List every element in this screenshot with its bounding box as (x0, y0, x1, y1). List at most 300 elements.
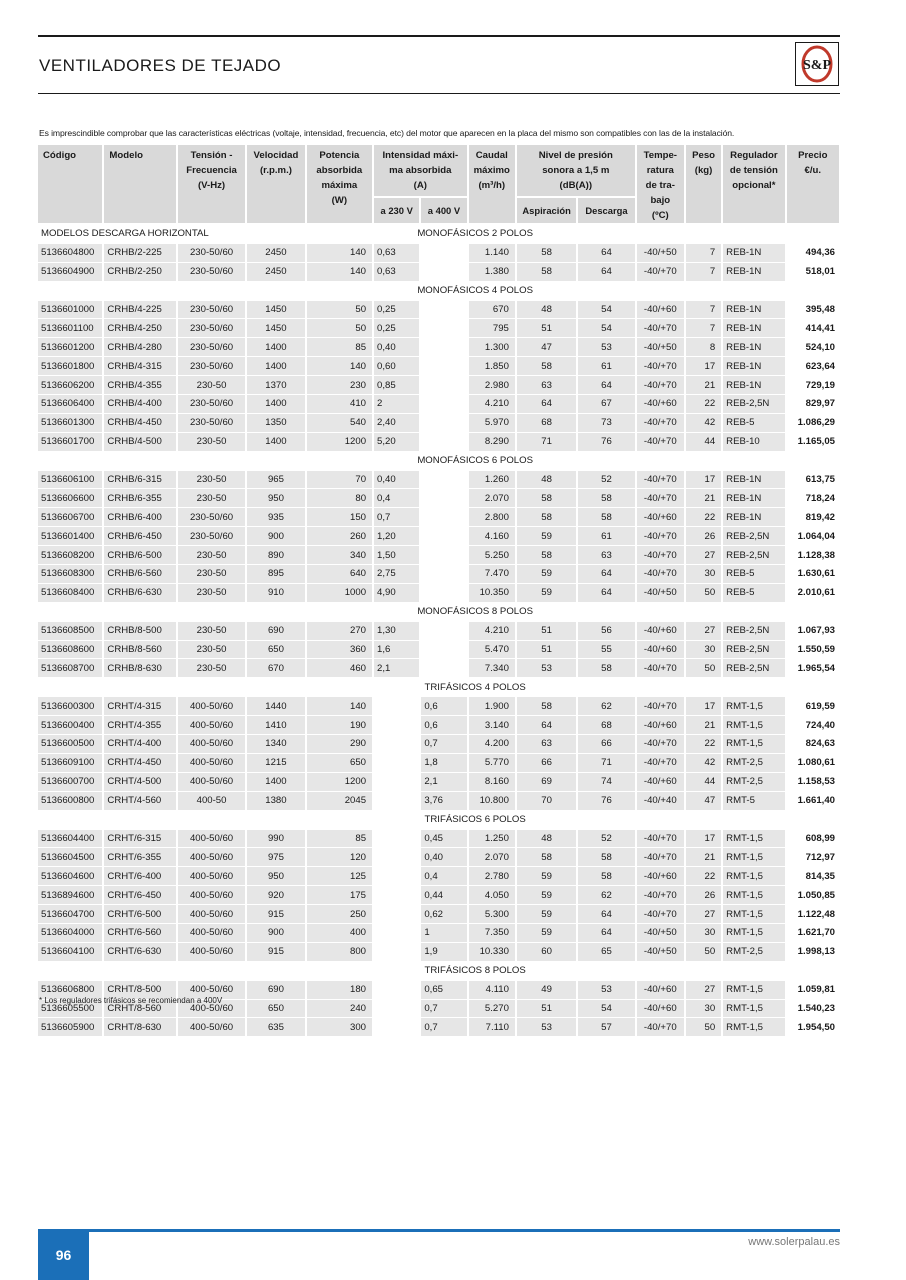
cell-aspiracion: 64 (516, 395, 577, 414)
cell-a400 (420, 583, 467, 602)
cell-a230: 0,40 (373, 338, 420, 357)
cell-temperatura: -40/+70 (636, 413, 685, 432)
col-potencia: Potencia absorbida máxima (W) (306, 145, 373, 224)
cell-a400: 0,7 (420, 735, 467, 754)
table-row (38, 753, 840, 772)
cell-tension: 400-50/60 (177, 848, 246, 867)
cell-peso: 7 (685, 300, 722, 319)
cell-a400 (420, 300, 467, 319)
cell-descarga: 58 (577, 489, 635, 508)
cell-potencia: 50 (306, 300, 373, 319)
cell-codigo: 5136609100 (38, 753, 103, 772)
cell-precio: 824,63 (786, 735, 840, 754)
cell-potencia: 175 (306, 886, 373, 905)
cell-caudal: 8.290 (468, 432, 516, 451)
cell-descarga: 61 (577, 357, 635, 376)
cell-velocidad: 950 (246, 867, 305, 886)
cell-modelo: CRHB/4-280 (103, 338, 176, 357)
cell-regulador: RMT-1,5 (722, 980, 785, 999)
cell-codigo: 5136608200 (38, 546, 103, 565)
cell-velocidad: 900 (246, 527, 305, 546)
cell-aspiracion: 59 (516, 905, 577, 924)
cell-codigo: 5136606700 (38, 508, 103, 527)
cell-modelo: CRHT/6-355 (103, 848, 176, 867)
cell-descarga: 66 (577, 735, 635, 754)
cell-peso: 44 (685, 432, 722, 451)
cell-a400 (420, 508, 467, 527)
cell-descarga: 54 (577, 319, 635, 338)
cell-caudal: 2.980 (468, 376, 516, 395)
cell-a230: 0,25 (373, 319, 420, 338)
cell-tension: 230-50 (177, 546, 246, 565)
cell-temperatura: -40/+70 (636, 432, 685, 451)
cell-potencia: 650 (306, 753, 373, 772)
cell-precio: 1.080,61 (786, 753, 840, 772)
cell-potencia: 150 (306, 508, 373, 527)
footer-rule (38, 1229, 840, 1232)
cell-potencia: 270 (306, 621, 373, 640)
cell-velocidad: 915 (246, 942, 305, 961)
cell-temperatura: -40/+70 (636, 489, 685, 508)
cell-caudal: 3.140 (468, 716, 516, 735)
cell-a230: 2,75 (373, 565, 420, 584)
svg-text:S&P: S&P (803, 58, 831, 73)
cell-tension: 400-50/60 (177, 905, 246, 924)
section-header-row (38, 451, 840, 470)
cell-peso: 27 (685, 905, 722, 924)
cell-peso: 50 (685, 1018, 722, 1037)
cell-potencia: 340 (306, 546, 373, 565)
cell-potencia: 240 (306, 999, 373, 1018)
cell-a400 (420, 489, 467, 508)
section-title: MONOFÁSICOS 8 POLOS (373, 602, 577, 621)
cell-a400: 0,62 (420, 905, 467, 924)
cell-regulador: RMT-1,5 (722, 867, 785, 886)
cell-caudal: 5.270 (468, 999, 516, 1018)
title-rule (38, 93, 840, 94)
cell-regulador: REB-2,5N (722, 621, 785, 640)
cell-caudal: 5.250 (468, 546, 516, 565)
cell-aspiracion: 59 (516, 867, 577, 886)
cell-a400 (420, 546, 467, 565)
cell-a400: 0,4 (420, 867, 467, 886)
cell-temperatura: -40/+70 (636, 753, 685, 772)
cell-a400: 0,40 (420, 848, 467, 867)
cell-a400: 1 (420, 923, 467, 942)
cell-tension: 400-50/60 (177, 886, 246, 905)
col-modelo: Modelo (103, 145, 176, 224)
section-title: MONOFÁSICOS 2 POLOS (373, 224, 577, 243)
cell-descarga: 65 (577, 942, 635, 961)
cell-potencia: 50 (306, 319, 373, 338)
cell-caudal: 5.470 (468, 640, 516, 659)
cell-codigo: 5136600500 (38, 735, 103, 754)
cell-aspiracion: 59 (516, 527, 577, 546)
cell-codigo: 5136606200 (38, 376, 103, 395)
cell-a400 (420, 376, 467, 395)
cell-velocidad: 650 (246, 640, 305, 659)
cell-regulador: REB-5 (722, 565, 785, 584)
cell-peso: 26 (685, 886, 722, 905)
cell-potencia: 260 (306, 527, 373, 546)
cell-precio: 1.540,23 (786, 999, 840, 1018)
cell-temperatura: -40/+60 (636, 999, 685, 1018)
cell-regulador: RMT-1,5 (722, 886, 785, 905)
section-title: MONOFÁSICOS 6 POLOS (373, 451, 577, 470)
cell-potencia: 290 (306, 735, 373, 754)
cell-potencia: 230 (306, 376, 373, 395)
cell-codigo: 5136604000 (38, 923, 103, 942)
cell-precio: 712,97 (786, 848, 840, 867)
cell-regulador: REB-1N (722, 243, 785, 262)
section-left-label (38, 961, 373, 980)
cell-a230 (373, 829, 420, 848)
cell-peso: 30 (685, 923, 722, 942)
cell-codigo: 5136608700 (38, 659, 103, 678)
cell-modelo: CRHB/8-560 (103, 640, 176, 659)
col-nivel: Nivel de presión sonora a 1,5 m (dB(A)) (516, 145, 636, 197)
cell-modelo: CRHT/4-315 (103, 697, 176, 716)
cell-peso: 27 (685, 980, 722, 999)
cell-a230: 0,85 (373, 376, 420, 395)
cell-regulador: RMT-2,5 (722, 753, 785, 772)
cell-descarga: 64 (577, 243, 635, 262)
section-left-label (38, 281, 373, 300)
col-codigo: Código (38, 145, 103, 224)
cell-tension: 400-50/60 (177, 829, 246, 848)
col-temperatura: Tempe- ratura de tra- bajo (ºC) (636, 145, 685, 224)
cell-caudal: 2.800 (468, 508, 516, 527)
cell-a400 (420, 659, 467, 678)
table-row (38, 432, 840, 451)
cell-velocidad: 650 (246, 999, 305, 1018)
cell-temperatura: -40/+50 (636, 338, 685, 357)
cell-peso: 8 (685, 338, 722, 357)
cell-temperatura: -40/+70 (636, 546, 685, 565)
cell-regulador: RMT-1,5 (722, 697, 785, 716)
cell-modelo: CRHT/4-500 (103, 772, 176, 791)
cell-regulador: RMT-1,5 (722, 735, 785, 754)
cell-modelo: CRHT/8-560 (103, 999, 176, 1018)
cell-aspiracion: 70 (516, 791, 577, 810)
cell-modelo: CRHT/8-630 (103, 1018, 176, 1037)
cell-modelo: CRHB/6-560 (103, 565, 176, 584)
cell-precio: 1.965,54 (786, 659, 840, 678)
cell-precio: 819,42 (786, 508, 840, 527)
cell-peso: 21 (685, 376, 722, 395)
cell-temperatura: -40/+60 (636, 980, 685, 999)
table-row (38, 413, 840, 432)
cell-velocidad: 915 (246, 905, 305, 924)
col-caudal: Caudal máximo (m³/h) (468, 145, 516, 224)
cell-descarga: 64 (577, 583, 635, 602)
cell-codigo: 5136606800 (38, 980, 103, 999)
cell-caudal: 670 (468, 300, 516, 319)
cell-precio: 718,24 (786, 489, 840, 508)
cell-potencia: 2045 (306, 791, 373, 810)
cell-velocidad: 1410 (246, 716, 305, 735)
cell-modelo: CRHT/4-560 (103, 791, 176, 810)
cell-peso: 50 (685, 942, 722, 961)
cell-precio: 608,99 (786, 829, 840, 848)
cell-caudal: 1.380 (468, 262, 516, 281)
cell-velocidad: 1350 (246, 413, 305, 432)
cell-a400 (420, 338, 467, 357)
cell-caudal: 10.350 (468, 583, 516, 602)
section-left-label (38, 451, 373, 470)
cell-tension: 400-50/60 (177, 867, 246, 886)
table-row (38, 923, 840, 942)
cell-tension: 230-50/60 (177, 300, 246, 319)
cell-a400 (420, 243, 467, 262)
cell-caudal: 5.770 (468, 753, 516, 772)
cell-peso: 7 (685, 243, 722, 262)
cell-potencia: 360 (306, 640, 373, 659)
cell-tension: 230-50/60 (177, 338, 246, 357)
cell-aspiracion: 58 (516, 508, 577, 527)
cell-potencia: 85 (306, 829, 373, 848)
table-row (38, 395, 840, 414)
cell-potencia: 1200 (306, 772, 373, 791)
cell-velocidad: 1400 (246, 357, 305, 376)
cell-velocidad: 635 (246, 1018, 305, 1037)
cell-velocidad: 965 (246, 470, 305, 489)
cell-velocidad: 1400 (246, 395, 305, 414)
cell-peso: 22 (685, 508, 722, 527)
cell-regulador: REB-2,5N (722, 659, 785, 678)
cell-velocidad: 1440 (246, 697, 305, 716)
cell-regulador: REB-2,5N (722, 546, 785, 565)
cell-velocidad: 1450 (246, 300, 305, 319)
table-row (38, 470, 840, 489)
cell-peso: 17 (685, 470, 722, 489)
cell-aspiracion: 66 (516, 753, 577, 772)
cell-a400 (420, 527, 467, 546)
cell-a230 (373, 716, 420, 735)
cell-potencia: 1200 (306, 432, 373, 451)
cell-modelo: CRHB/4-315 (103, 357, 176, 376)
cell-precio: 1.050,85 (786, 886, 840, 905)
cell-potencia: 180 (306, 980, 373, 999)
cell-regulador: REB-1N (722, 262, 785, 281)
cell-regulador: REB-1N (722, 376, 785, 395)
table-row (38, 546, 840, 565)
cell-caudal: 2.070 (468, 848, 516, 867)
cell-modelo: CRHT/6-450 (103, 886, 176, 905)
col-velocidad: Velocidad (r.p.m.) (246, 145, 305, 224)
section-title: MONOFÁSICOS 4 POLOS (373, 281, 577, 300)
cell-descarga: 57 (577, 1018, 635, 1037)
cell-tension: 230-50 (177, 376, 246, 395)
table-row (38, 659, 840, 678)
cell-caudal: 4.050 (468, 886, 516, 905)
cell-regulador: RMT-5 (722, 791, 785, 810)
cell-precio: 613,75 (786, 470, 840, 489)
cell-descarga: 61 (577, 527, 635, 546)
cell-a230 (373, 735, 420, 754)
table-row (38, 905, 840, 924)
cell-temperatura: -40/+70 (636, 659, 685, 678)
cell-codigo: 5136600300 (38, 697, 103, 716)
table-row (38, 848, 840, 867)
section-header-row (38, 678, 840, 697)
cell-regulador: RMT-1,5 (722, 848, 785, 867)
cell-aspiracion: 59 (516, 565, 577, 584)
cell-regulador: REB-2,5N (722, 395, 785, 414)
table-row (38, 640, 840, 659)
cell-modelo: CRHB/8-630 (103, 659, 176, 678)
cell-caudal: 7.110 (468, 1018, 516, 1037)
cell-caudal: 10.800 (468, 791, 516, 810)
cell-velocidad: 975 (246, 848, 305, 867)
col-aspiracion: Aspiración (516, 197, 577, 224)
cell-regulador: REB-1N (722, 357, 785, 376)
cell-aspiracion: 71 (516, 432, 577, 451)
cell-regulador: RMT-1,5 (722, 999, 785, 1018)
cell-codigo: 5136604900 (38, 262, 103, 281)
cell-tension: 230-50/60 (177, 262, 246, 281)
cell-peso: 21 (685, 848, 722, 867)
cell-precio: 623,64 (786, 357, 840, 376)
table-row (38, 1018, 840, 1037)
cell-codigo: 5136608300 (38, 565, 103, 584)
cell-tension: 400-50/60 (177, 753, 246, 772)
section-title: TRIFÁSICOS 4 POLOS (373, 678, 577, 697)
cell-codigo: 5136604800 (38, 243, 103, 262)
cell-velocidad: 670 (246, 659, 305, 678)
cell-tension: 400-50/60 (177, 923, 246, 942)
cell-a230: 2,40 (373, 413, 420, 432)
cell-temperatura: -40/+70 (636, 357, 685, 376)
cell-regulador: RMT-1,5 (722, 905, 785, 924)
cell-potencia: 460 (306, 659, 373, 678)
cell-aspiracion: 59 (516, 583, 577, 602)
cell-tension: 400-50/60 (177, 980, 246, 999)
cell-a400 (420, 640, 467, 659)
cell-modelo: CRHB/6-400 (103, 508, 176, 527)
cell-temperatura: -40/+40 (636, 791, 685, 810)
cell-descarga: 53 (577, 338, 635, 357)
cell-a230 (373, 772, 420, 791)
cell-caudal: 1.900 (468, 697, 516, 716)
table-row (38, 716, 840, 735)
cell-codigo: 5136601800 (38, 357, 103, 376)
cell-modelo: CRHT/8-500 (103, 980, 176, 999)
cell-precio: 1.550,59 (786, 640, 840, 659)
cell-modelo: CRHT/6-400 (103, 867, 176, 886)
cell-a230: 0,4 (373, 489, 420, 508)
cell-modelo: CRHB/2-250 (103, 262, 176, 281)
cell-velocidad: 935 (246, 508, 305, 527)
cell-modelo: CRHB/4-500 (103, 432, 176, 451)
cell-velocidad: 910 (246, 583, 305, 602)
cell-tension: 400-50/60 (177, 942, 246, 961)
cell-descarga: 56 (577, 621, 635, 640)
cell-regulador: REB-5 (722, 583, 785, 602)
cell-temperatura: -40/+70 (636, 470, 685, 489)
table-row (38, 886, 840, 905)
footnote: * Los reguladores trifásicos se recomiendan a 400V (39, 996, 223, 1005)
cell-aspiracion: 68 (516, 413, 577, 432)
cell-a400: 0,7 (420, 999, 467, 1018)
cell-regulador: REB-10 (722, 432, 785, 451)
table-row (38, 357, 840, 376)
cell-velocidad: 690 (246, 980, 305, 999)
cell-a400: 0,6 (420, 697, 467, 716)
cell-codigo: 5136604500 (38, 848, 103, 867)
cell-aspiracion: 58 (516, 243, 577, 262)
cell-caudal: 795 (468, 319, 516, 338)
cell-a230 (373, 999, 420, 1018)
table-row (38, 338, 840, 357)
cell-precio: 1.064,04 (786, 527, 840, 546)
cell-a230 (373, 867, 420, 886)
table-row (38, 489, 840, 508)
cell-a400 (420, 357, 467, 376)
cell-aspiracion: 58 (516, 489, 577, 508)
cell-temperatura: -40/+70 (636, 262, 685, 281)
cell-temperatura: -40/+60 (636, 772, 685, 791)
cell-regulador: RMT-2,5 (722, 942, 785, 961)
section-header-row (38, 810, 840, 829)
col-tension: Tensión - Frecuencia (V-Hz) (177, 145, 246, 224)
cell-tension: 230-50/60 (177, 357, 246, 376)
cell-modelo: CRHB/4-450 (103, 413, 176, 432)
cell-precio: 1.621,70 (786, 923, 840, 942)
cell-caudal: 1.300 (468, 338, 516, 357)
cell-a230 (373, 753, 420, 772)
col-a230: a 230 V (373, 197, 420, 224)
cell-peso: 17 (685, 829, 722, 848)
cell-potencia: 140 (306, 357, 373, 376)
cell-temperatura: -40/+60 (636, 716, 685, 735)
cell-aspiracion: 60 (516, 942, 577, 961)
cell-codigo: 5136604100 (38, 942, 103, 961)
cell-tension: 230-50 (177, 621, 246, 640)
cell-codigo: 5136608400 (38, 583, 103, 602)
cell-potencia: 540 (306, 413, 373, 432)
cell-descarga: 64 (577, 905, 635, 924)
cell-codigo: 5136604400 (38, 829, 103, 848)
cell-peso: 21 (685, 489, 722, 508)
cell-tension: 230-50 (177, 565, 246, 584)
cell-descarga: 53 (577, 980, 635, 999)
cell-caudal: 7.340 (468, 659, 516, 678)
cell-aspiracion: 69 (516, 772, 577, 791)
cell-descarga: 64 (577, 262, 635, 281)
cell-modelo: CRHB/2-225 (103, 243, 176, 262)
cell-velocidad: 1450 (246, 319, 305, 338)
cell-descarga: 62 (577, 697, 635, 716)
cell-potencia: 250 (306, 905, 373, 924)
cell-velocidad: 890 (246, 546, 305, 565)
cell-descarga: 52 (577, 829, 635, 848)
cell-tension: 230-50 (177, 432, 246, 451)
product-table (38, 145, 841, 1037)
website-link[interactable]: www.solerpalau.es (748, 1236, 840, 1248)
cell-tension: 400-50/60 (177, 697, 246, 716)
cell-peso: 17 (685, 697, 722, 716)
cell-descarga: 64 (577, 923, 635, 942)
cell-peso: 47 (685, 791, 722, 810)
cell-precio: 1.661,40 (786, 791, 840, 810)
cell-peso: 21 (685, 716, 722, 735)
cell-descarga: 68 (577, 716, 635, 735)
cell-descarga: 55 (577, 640, 635, 659)
cell-descarga: 58 (577, 867, 635, 886)
cell-potencia: 80 (306, 489, 373, 508)
installation-note: Es imprescindible comprobar que las características eléctricas (voltaje, intensidad, frecuencia, etc) del motor que aparecen en la placa del mismo son compatibles con las de la instalación. (39, 128, 735, 138)
